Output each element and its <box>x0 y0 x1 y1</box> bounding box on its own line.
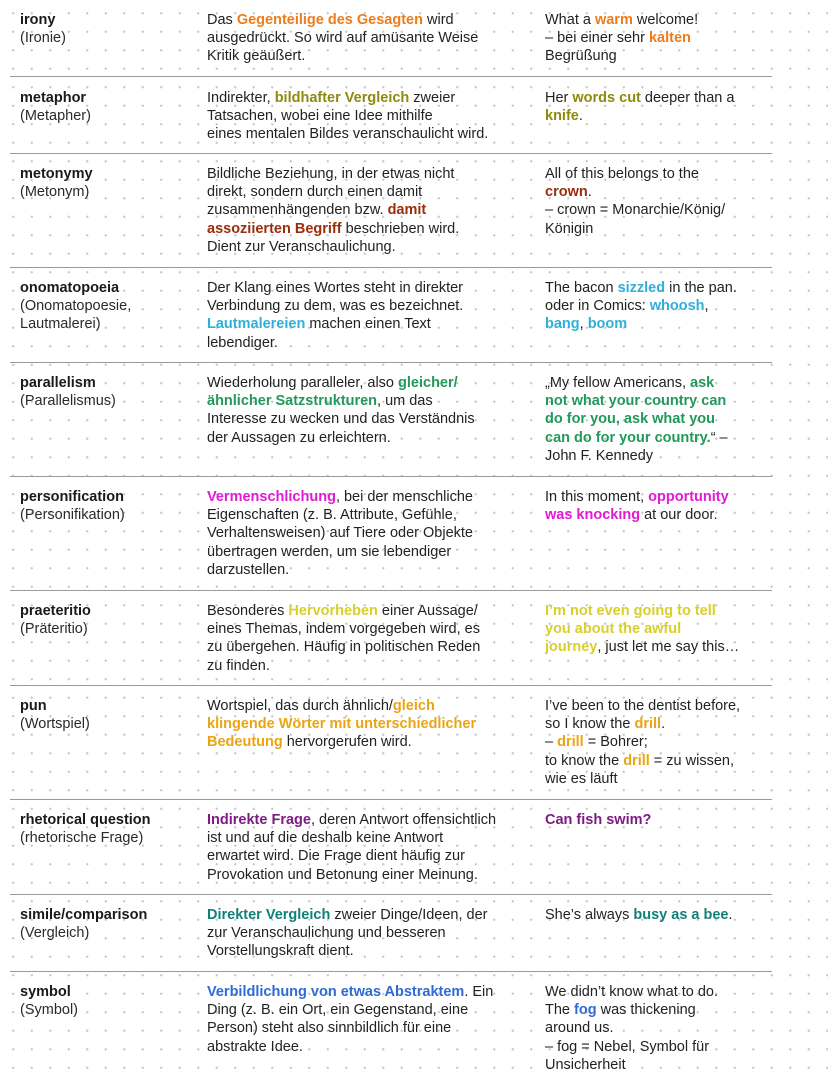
text-line <box>545 1001 772 1019</box>
plain-text: Begrüßung <box>545 48 617 65</box>
term-german: (Personifikation) <box>20 507 125 524</box>
definition-cell <box>207 89 537 144</box>
text-line <box>545 183 772 201</box>
text-line <box>207 1038 537 1056</box>
table-row <box>10 154 772 268</box>
text-line <box>545 906 772 924</box>
table-row <box>10 77 772 154</box>
highlight-text: do for you, ask what you <box>545 411 715 428</box>
plain-text: She’s always <box>545 907 634 923</box>
text-line <box>207 29 537 47</box>
highlight-text: Lautmalereien <box>207 316 306 333</box>
term-german: (Onomatopoesie, <box>20 298 132 315</box>
definition-cell <box>207 602 537 675</box>
plain-text: zu übergehen. Häufig in politischen Reden <box>207 639 481 656</box>
text-line <box>545 374 772 392</box>
plain-text: = zu wissen, <box>649 752 734 769</box>
term-cell <box>20 89 200 125</box>
term-cell <box>20 279 200 334</box>
plain-text: einer Aussage/ <box>377 603 478 619</box>
term-english: metaphor <box>20 90 87 106</box>
definition-cell <box>207 279 537 352</box>
plain-text: . Ein <box>464 984 494 1000</box>
term-english: onomatopoeia <box>20 280 120 296</box>
highlight-text: gleicher/ <box>398 375 458 391</box>
highlight-text: Bedeutung <box>207 734 283 751</box>
highlight-text: assoziierten Begriff <box>207 220 342 237</box>
plain-text: Ding (z. B. ein Ort, ein Gegenstand, eine <box>207 1002 469 1019</box>
example-cell <box>545 374 772 465</box>
text-line <box>207 392 537 410</box>
definition-cell <box>207 697 537 752</box>
table-row <box>10 895 772 972</box>
term-german: (Parallelismus) <box>20 393 116 410</box>
plain-text: In this moment, <box>545 489 649 505</box>
plain-text: so I know the <box>545 716 635 733</box>
term-german: (Symbol) <box>20 1002 79 1019</box>
highlight-text: damit <box>387 202 427 219</box>
example-cell <box>545 697 772 788</box>
text-line <box>207 165 537 183</box>
highlight-text: words cut <box>572 90 641 106</box>
text-line <box>207 201 537 219</box>
highlight-text: drill <box>634 716 662 733</box>
highlight-text: klingende Wörter mit unterschiedlicher <box>207 716 477 733</box>
text-line <box>545 89 772 107</box>
plain-text: Interesse zu wecken und das Verständnis <box>207 411 475 428</box>
highlight-text: gleich <box>392 698 435 714</box>
table-row <box>10 972 772 1073</box>
term-german: (Vergleich) <box>20 925 90 942</box>
text-line <box>545 447 772 465</box>
term-cell <box>20 906 200 942</box>
term-german: (Metapher) <box>20 108 91 125</box>
plain-text: around us. <box>545 1020 614 1037</box>
text-line <box>207 107 537 125</box>
plain-text: Provokation und Betonung einer Meinung. <box>207 866 478 883</box>
highlight-text: warm <box>594 12 633 28</box>
text-line <box>545 429 772 447</box>
plain-text: Wortspiel, das durch ähnlich/ <box>207 698 393 714</box>
text-line <box>545 47 772 65</box>
plain-text: hervorgerufen wird. <box>282 734 412 751</box>
plain-text: wird <box>422 12 454 28</box>
text-line <box>207 847 537 865</box>
text-line <box>207 183 537 201</box>
text-line <box>207 829 537 847</box>
highlight-text: ähnlicher Satzstrukturen <box>207 393 378 410</box>
text-line <box>545 29 772 47</box>
text-line <box>545 279 772 297</box>
plain-text: Verbindung zu dem, was es bezeichnet. <box>207 298 464 315</box>
plain-text: I’ve been to the dentist before, <box>545 698 741 714</box>
plain-text: „My fellow Americans, <box>545 375 691 391</box>
term-english: symbol <box>20 984 71 1000</box>
plain-text: Tatsachen, wobei eine Idee mithilfe <box>207 108 433 125</box>
plain-text: welcome! <box>632 12 699 28</box>
plain-text: Dient zur Veranschaulichung. <box>207 238 396 255</box>
term-english: rhetorical question <box>20 812 151 828</box>
example-cell <box>545 983 772 1074</box>
highlight-text: you about the awful <box>545 621 682 638</box>
plain-text: , um das <box>377 393 433 410</box>
term-german: (Wortspiel) <box>20 716 90 733</box>
highlight-text: opportunity <box>648 489 729 505</box>
term-english: simile/comparison <box>20 907 148 923</box>
plain-text: . <box>578 108 583 125</box>
term-cell <box>20 165 200 201</box>
highlight-text: whoosh <box>649 298 705 315</box>
text-line <box>545 410 772 428</box>
plain-text: , just let me say this… <box>597 639 740 656</box>
text-line <box>207 429 537 447</box>
text-line <box>207 410 537 428</box>
plain-text: zweier <box>409 90 456 106</box>
plain-text: machen einen Text <box>305 316 431 333</box>
text-line <box>545 11 772 29</box>
plain-text: – bei einer sehr <box>545 30 649 47</box>
highlight-text: sizzled <box>617 280 666 296</box>
example-cell <box>545 165 772 238</box>
text-line <box>207 620 537 638</box>
highlight-text: journey <box>545 639 598 656</box>
example-cell <box>545 488 772 524</box>
definition-cell <box>207 983 537 1056</box>
term-german: (Ironie) <box>20 30 66 47</box>
text-line <box>207 89 537 107</box>
highlight-text: Vermenschlichung <box>207 489 336 505</box>
term-cell <box>20 983 200 1019</box>
plain-text: in the pan. <box>665 280 737 296</box>
highlight-text: Can fish swim? <box>545 812 652 828</box>
text-line <box>207 374 537 392</box>
plain-text: Der Klang eines Wortes steht in direkter <box>207 280 464 296</box>
term-cell <box>20 697 200 733</box>
text-line <box>207 524 537 542</box>
plain-text: Unsicherheit <box>545 1056 626 1073</box>
highlight-text: knife <box>545 108 579 125</box>
text-line <box>545 107 772 125</box>
plain-text: Indirekter, <box>207 90 275 106</box>
text-line <box>207 238 537 256</box>
text-line <box>545 1056 772 1074</box>
text-line <box>207 697 537 715</box>
example-cell <box>545 279 772 334</box>
text-line <box>545 165 772 183</box>
term-english: praeteritio <box>20 603 91 619</box>
text-line <box>545 733 772 751</box>
text-line <box>207 715 537 733</box>
plain-text: Person) steht also sinnbildlich für eine <box>207 1020 452 1037</box>
plain-text: We didn’t know what to do. <box>545 984 719 1000</box>
term-cell <box>20 602 200 638</box>
text-line <box>207 657 537 675</box>
plain-text: zu finden. <box>207 657 270 674</box>
plain-text: . <box>728 907 733 923</box>
text-line <box>207 543 537 561</box>
highlight-text: not what your country can <box>545 393 727 410</box>
plain-text: , bei der menschliche <box>335 489 473 505</box>
text-line <box>545 1038 772 1056</box>
plain-text: = Bohrer; <box>583 734 648 751</box>
plain-text: at our door. <box>640 507 718 524</box>
plain-text: lebendiger. <box>207 334 278 351</box>
text-line <box>207 488 537 506</box>
plain-text: – fog = Nebel, Symbol für <box>545 1038 710 1055</box>
plain-text: eines mentalen Bildes veranschaulicht wird. <box>207 126 489 143</box>
plain-text: Bildliche Beziehung, in der etwas nicht <box>207 166 455 182</box>
plain-text: direkt, sondern durch einen damit <box>207 184 423 201</box>
term-cell <box>20 811 200 847</box>
plain-text: Her <box>545 90 573 106</box>
text-line <box>207 334 537 352</box>
plain-text: ausgedrückt. So wird auf amüsante Weise <box>207 30 479 47</box>
plain-text: wie es läuft <box>545 770 618 787</box>
highlight-text: Indirekte Frage <box>207 812 311 828</box>
highlight-text: bildhafter Vergleich <box>274 90 410 106</box>
plain-text: zur Veranschaulichung und besseren <box>207 925 446 942</box>
plain-text: was thickening <box>596 1002 696 1019</box>
term-english: parallelism <box>20 375 96 391</box>
plain-text: Das <box>207 12 237 28</box>
text-line <box>545 697 772 715</box>
highlight-text: I’m not even going to tell <box>545 603 716 619</box>
text-line <box>207 924 537 942</box>
table-row <box>10 268 772 363</box>
example-cell <box>545 89 772 125</box>
text-line <box>545 811 772 829</box>
highlight-text: Gegenteilige des Gesagten <box>236 12 423 28</box>
term-german-alt: Lautmalerei) <box>20 316 101 333</box>
plain-text: . <box>661 716 666 733</box>
table-row <box>10 477 772 591</box>
text-line <box>545 1019 772 1037</box>
term-english: irony <box>20 12 56 28</box>
definition-cell <box>207 906 537 961</box>
term-german: (Metonym) <box>20 184 90 201</box>
plain-text: , <box>579 316 588 333</box>
text-line <box>545 315 772 333</box>
text-line <box>545 602 772 620</box>
plain-text: eines Themas, indem vorgegeben wird, es <box>207 621 480 638</box>
plain-text: , deren Antwort offensichtlich <box>310 812 497 828</box>
highlight-text: drill <box>557 734 584 751</box>
text-line <box>207 1019 537 1037</box>
text-line <box>207 220 537 238</box>
text-line <box>545 983 772 1001</box>
definition-cell <box>207 165 537 256</box>
plain-text: The <box>545 1002 575 1019</box>
term-cell <box>20 374 200 410</box>
table-row <box>10 363 772 477</box>
text-line <box>207 983 537 1001</box>
highlight-text: busy as a bee <box>633 907 729 923</box>
text-line <box>545 297 772 315</box>
plain-text: Verhaltensweisen) auf Tiere oder Objekte <box>207 525 473 542</box>
example-cell <box>545 811 772 829</box>
table-row <box>10 800 772 895</box>
highlight-text: bang <box>545 316 580 333</box>
highlight-text: boom <box>587 316 628 333</box>
text-line <box>207 811 537 829</box>
plain-text: beschrieben wird. <box>341 220 460 237</box>
definition-cell <box>207 811 537 884</box>
text-line <box>545 638 772 656</box>
highlight-text: was knocking <box>545 507 641 524</box>
term-cell <box>20 11 200 47</box>
plain-text: Eigenschaften (z. B. Attribute, Gefühle, <box>207 507 457 524</box>
highlight-text: drill <box>623 752 650 769</box>
plain-text: The bacon <box>545 280 618 296</box>
text-line <box>545 201 772 219</box>
text-line <box>207 906 537 924</box>
plain-text: . <box>587 184 592 201</box>
text-line <box>545 715 772 733</box>
plain-text: Vorstellungskraft dient. <box>207 943 354 960</box>
text-line <box>207 47 537 65</box>
highlight-text: fog <box>574 1002 597 1019</box>
term-english: pun <box>20 698 47 714</box>
table-row <box>10 591 772 686</box>
term-german: (Präteritio) <box>20 621 88 638</box>
plain-text: , <box>704 298 709 315</box>
plain-text: abstrakte Idee. <box>207 1038 303 1055</box>
plain-text: – crown = Monarchie/König/ <box>545 202 726 219</box>
plain-text: John F. Kennedy <box>545 447 654 464</box>
plain-text: übertragen werden, um sie lebendiger <box>207 543 452 560</box>
plain-text: – <box>545 734 558 751</box>
text-line <box>545 392 772 410</box>
plain-text: darzustellen. <box>207 561 290 578</box>
text-line <box>207 1001 537 1019</box>
highlight-text: Direkter Vergleich <box>207 907 331 923</box>
plain-text: ist und auf die deshalb keine Antwort <box>207 830 444 847</box>
definition-cell <box>207 488 537 579</box>
highlight-text: can do for your country. <box>545 429 711 446</box>
plain-text: to know the <box>545 752 624 769</box>
text-line <box>545 770 772 788</box>
text-line <box>545 220 772 238</box>
text-line <box>545 488 772 506</box>
term-english: personification <box>20 489 124 505</box>
text-line <box>207 506 537 524</box>
highlight-text: ask <box>690 375 715 391</box>
text-line <box>545 506 772 524</box>
plain-text: oder in Comics: <box>545 298 650 315</box>
text-line <box>207 733 537 751</box>
plain-text: Besonderes <box>207 603 289 619</box>
term-german: (rhetorische Frage) <box>20 830 144 847</box>
text-line <box>207 602 537 620</box>
text-line <box>207 125 537 143</box>
plain-text: “ – <box>710 429 728 446</box>
definition-cell <box>207 374 537 447</box>
example-cell <box>545 906 772 924</box>
text-line <box>207 11 537 29</box>
plain-text: der Aussagen zu erleichtern. <box>207 429 391 446</box>
plain-text: Kritik geäußert. <box>207 48 306 65</box>
term-cell <box>20 488 200 524</box>
text-line <box>207 297 537 315</box>
table-row <box>10 0 772 77</box>
plain-text: Königin <box>545 220 594 237</box>
example-cell <box>545 602 772 657</box>
text-line <box>207 866 537 884</box>
highlight-text: Verbildlichung von etwas Abstraktem <box>207 984 465 1000</box>
text-line <box>545 620 772 638</box>
text-line <box>207 279 537 297</box>
plain-text: Wiederholung paralleler, also <box>207 375 399 391</box>
plain-text: What a <box>545 12 595 28</box>
text-line <box>207 942 537 960</box>
table-row <box>10 686 772 800</box>
term-english: metonymy <box>20 166 93 182</box>
text-line <box>207 638 537 656</box>
highlight-text: kalten <box>648 30 691 47</box>
example-cell <box>545 11 772 66</box>
text-line <box>207 315 537 333</box>
plain-text: erwartet wird. Die Frage dient häufig zur <box>207 848 465 865</box>
definition-cell <box>207 11 537 66</box>
text-line <box>207 561 537 579</box>
plain-text: zusammenhängenden bzw. <box>207 202 388 219</box>
plain-text: deeper than a <box>640 90 735 106</box>
highlight-text: Hervorheben <box>288 603 378 619</box>
plain-text: All of this belongs to the <box>545 166 699 182</box>
plain-text: zweier Dinge/Ideen, der <box>330 907 488 923</box>
highlight-text: crown <box>545 184 588 201</box>
text-line <box>545 752 772 770</box>
